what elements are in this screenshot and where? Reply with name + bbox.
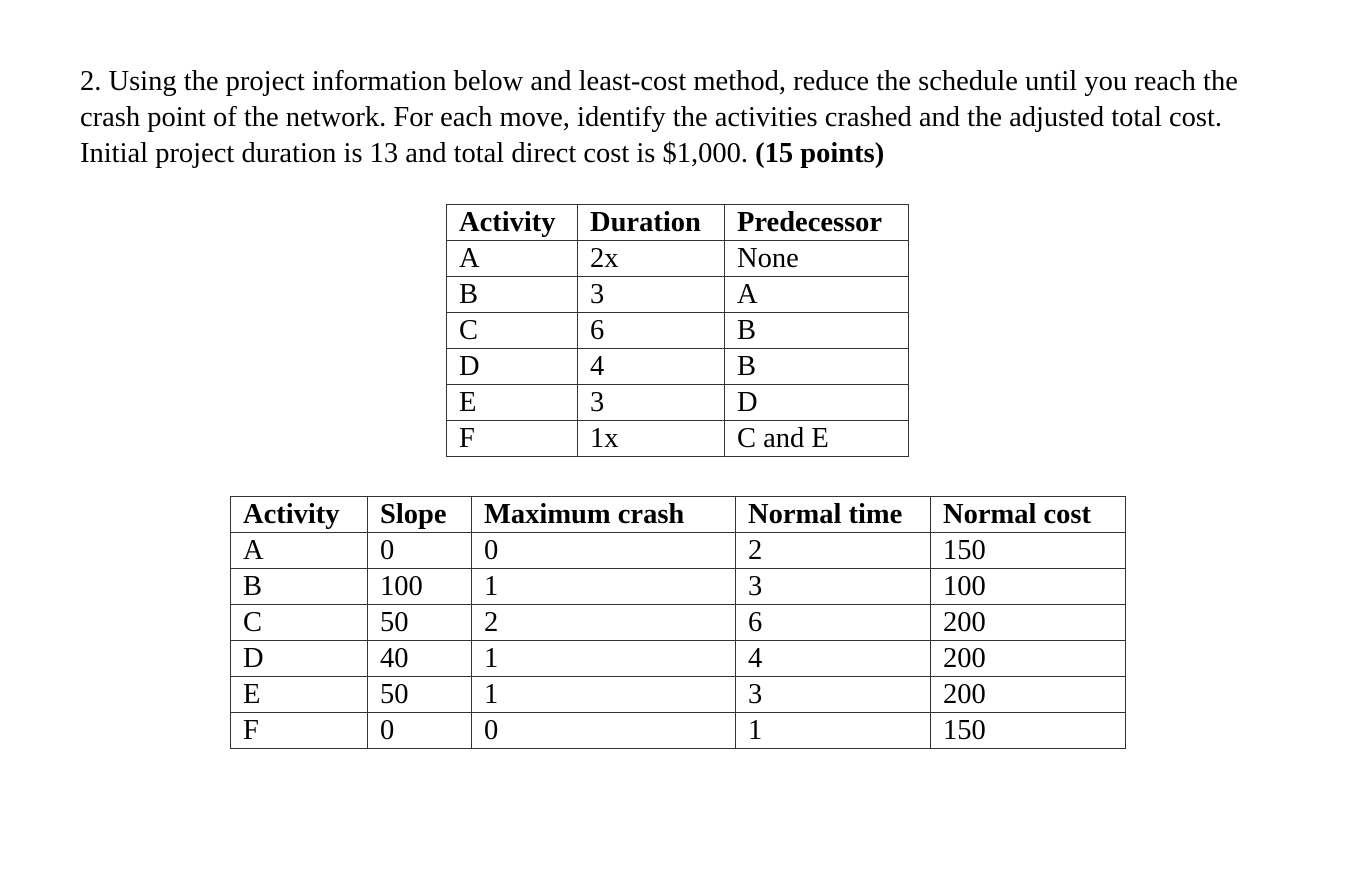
table-cell: 4: [578, 349, 725, 385]
header-cell: Duration: [578, 205, 725, 241]
header-cell: Normal time: [736, 497, 931, 533]
table-header-row: [231, 497, 1126, 533]
table-cell: 100: [931, 569, 1126, 605]
table-cell: None: [725, 241, 909, 277]
table-row: [447, 349, 909, 385]
table-cell: 3: [578, 385, 725, 421]
table-cell: 2: [736, 533, 931, 569]
table-cell: A: [231, 533, 368, 569]
header-cell: Predecessor: [725, 205, 909, 241]
table-cell: 50: [368, 605, 472, 641]
header-cell: Maximum crash: [472, 497, 736, 533]
table-row: [447, 313, 909, 349]
table-row: [447, 421, 909, 457]
table-cell: 0: [472, 533, 736, 569]
question-points: (15 points): [755, 138, 885, 169]
header-cell: Activity: [447, 205, 578, 241]
table-cell: F: [231, 713, 368, 749]
table-cell: 200: [931, 677, 1126, 713]
table-cell: 3: [736, 677, 931, 713]
table-cell: C: [447, 313, 578, 349]
table-cell: 6: [578, 313, 725, 349]
table-cell: A: [725, 277, 909, 313]
table-cell: 0: [472, 713, 736, 749]
table-cell: 2x: [578, 241, 725, 277]
table-cell: D: [231, 641, 368, 677]
table-cell: 3: [578, 277, 725, 313]
table-row: [231, 641, 1126, 677]
table-cell: B: [725, 313, 909, 349]
table-cell: 200: [931, 641, 1126, 677]
table-cell: 150: [931, 533, 1126, 569]
table-cell: 4: [736, 641, 931, 677]
table-cell: D: [725, 385, 909, 421]
table-row: [231, 713, 1126, 749]
table-cell: 200: [931, 605, 1126, 641]
table-cell: D: [447, 349, 578, 385]
header-cell: Activity: [231, 497, 368, 533]
activity-duration-table: [446, 204, 909, 457]
table-cell: F: [447, 421, 578, 457]
table-header-row: [447, 205, 909, 241]
table-cell: 100: [368, 569, 472, 605]
table-cell: 40: [368, 641, 472, 677]
table-cell: B: [725, 349, 909, 385]
table-row: [231, 605, 1126, 641]
table-row: [447, 277, 909, 313]
table-cell: A: [447, 241, 578, 277]
table-cell: 150: [931, 713, 1126, 749]
table-cell: 0: [368, 533, 472, 569]
table-cell: E: [231, 677, 368, 713]
question-body: 2. Using the project information below and least-cost method, reduce the schedule until you reach the crash point of the network. For each move, identify the activities crashed and the adjusted total cost. Initial project duration is 13 and total direct cost is $1,000.: [80, 66, 1238, 169]
table-row: [447, 241, 909, 277]
crash-cost-table: [230, 496, 1126, 749]
table-cell: C and E: [725, 421, 909, 457]
table-cell: 3: [736, 569, 931, 605]
table-row: [231, 677, 1126, 713]
table-cell: 2: [472, 605, 736, 641]
header-cell: Normal cost: [931, 497, 1126, 533]
table-cell: 1x: [578, 421, 725, 457]
table-cell: B: [447, 277, 578, 313]
table-cell: E: [447, 385, 578, 421]
table-cell: 1: [472, 641, 736, 677]
table-cell: 1: [472, 569, 736, 605]
table-cell: C: [231, 605, 368, 641]
table-cell: 1: [472, 677, 736, 713]
table-cell: 0: [368, 713, 472, 749]
header-cell: Slope: [368, 497, 472, 533]
table-row: [231, 533, 1126, 569]
table-cell: 50: [368, 677, 472, 713]
table-cell: 1: [736, 713, 931, 749]
table-row: [231, 569, 1126, 605]
table-row: [447, 385, 909, 421]
question-text: [80, 64, 1280, 172]
table-cell: B: [231, 569, 368, 605]
table-cell: 6: [736, 605, 931, 641]
